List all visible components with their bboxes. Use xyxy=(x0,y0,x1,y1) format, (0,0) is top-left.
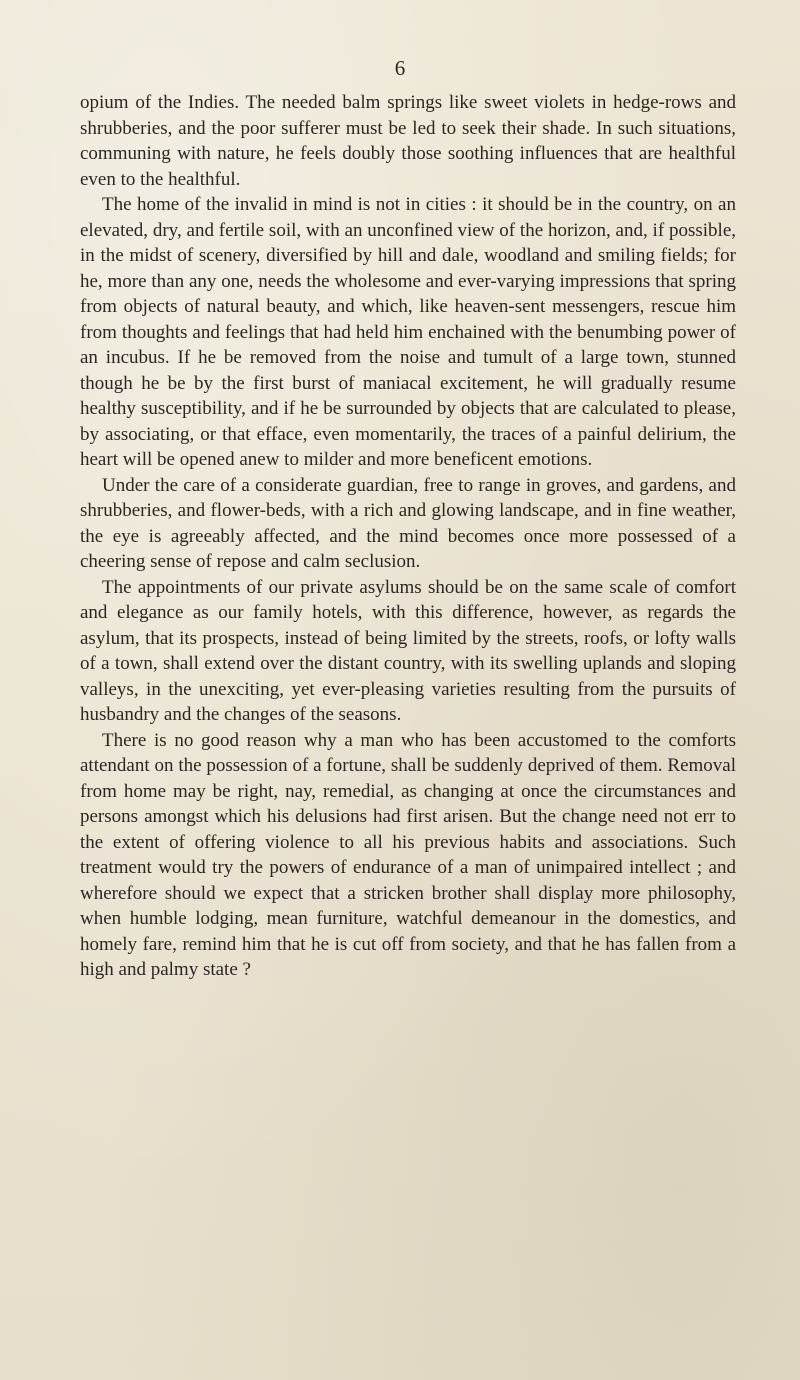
paragraph-5: There is no good reason why a man who has been accustomed to the comforts attendant on the possession of a fortune, shall be suddenly deprived of them. Removal from home may be right, nay, remedial, as changing at once the circumstances and persons amongst which his delusions had first arisen. But the change need not err to the extent of offering violence to all his previous habits and associations. Such treatment would try the powers of endurance of a man of unimpaired intellect ; and wherefore should we expect that a stricken brother shall display more philosophy, when humble lodging, mean furniture, watchful demeanour in the domestics, and homely fare, remind him that he is cut off from society, and that he has fallen from a high and palmy state ? xyxy=(80,729,736,980)
paragraph-3: Under the care of a considerate guardian, free to range in groves, and gardens, and shrubberies, and flower-beds, with a rich and glowing landscape, and in fine weather, the eye is agreeably affected, and the mind becomes once more possessed of a cheering sense of repose and calm seclusion. xyxy=(80,474,736,572)
page-number: 6 xyxy=(394,56,406,80)
paragraph-2: The home of the invalid in mind is not in cities : it should be in the country, on an elevated, dry, and fertile soil, with an unconfined view of the horizon, and, if possible, in the midst of scenery, diversified by hill and dale, woodland and smiling fields; for he, more than any one, needs the wholesome and ever-varying impressions that spring from objects of natural beauty, and which, like heaven-sent messengers, rescue him from thoughts and feelings that had held him enchained with the benumbing power of an incubus. If he be removed from the noise and tumult of a large town, stunned though he be by the first burst of maniacal excitement, he will gradually resume healthy susceptibility, and if he be surrounded by objects that are calculated to please, by associating, or that efface, even momentarily, the traces of a painful delirium, the heart will be opened anew to milder and more beneficent emotions. xyxy=(80,194,736,470)
paragraph-4: The appointments of our private asylums should be on the same scale of comfort and elegance as our family hotels, with this difference, however, as regards the asylum, that its prospects, instead of being limited by the streets, roofs, or lofty walls of a town, shall extend over the distant country, with its swelling uplands and sloping valleys, in the unexciting, yet ever-pleasing varieties resulting from the pursuits of husbandry and the changes of the seasons. xyxy=(80,576,736,725)
paragraph-1: opium of the Indies. The needed balm springs like sweet violets in hedge-rows and shrubberies, and the poor sufferer must be led to seek their shade. In such situations, communing with nature, he feels doubly those soothing influences that are healthful even to the healthful. xyxy=(80,92,736,190)
text-body xyxy=(80,90,736,983)
